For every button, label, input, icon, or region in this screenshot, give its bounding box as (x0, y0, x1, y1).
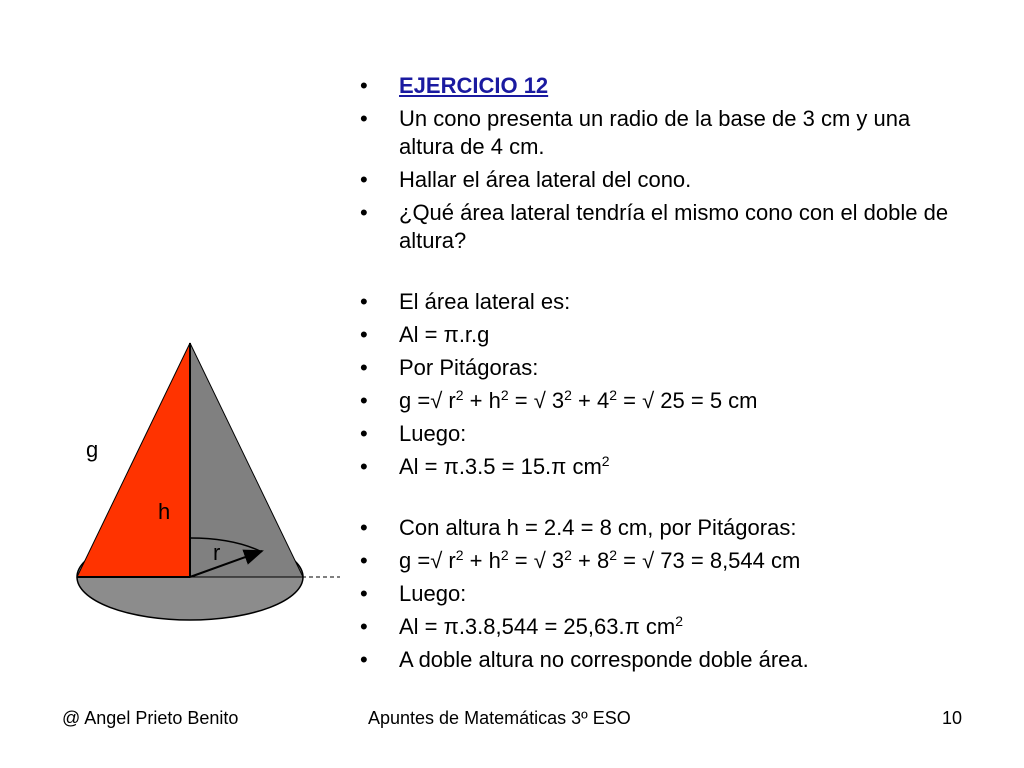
text-run: Hallar el área lateral del cono. (399, 167, 692, 192)
footer-author: @ Angel Prieto Benito (62, 708, 239, 728)
bullet-item (360, 613, 960, 641)
text-run: Al = π.3.5 = 15.π cm (399, 454, 602, 479)
bullet-text (399, 355, 538, 380)
bullet-dot: • (360, 106, 368, 131)
text-run: A doble altura no corresponde doble área. (399, 647, 809, 672)
bullet-text (399, 421, 466, 446)
bullet-dot: • (360, 515, 368, 540)
superscript: 2 (564, 387, 572, 403)
superscript: 2 (455, 547, 464, 563)
bullet-dot: • (360, 581, 368, 606)
bullet-text (399, 200, 948, 253)
text-run: Al = π.r.g (399, 322, 490, 347)
text-run: + 8 (571, 548, 610, 573)
superscript: 2 (500, 547, 509, 563)
title-item (360, 72, 960, 100)
bullet-item (360, 288, 960, 316)
bullet-dot: • (360, 454, 368, 479)
text-run: + h (463, 548, 501, 573)
text-run: Por Pitágoras: (399, 355, 539, 380)
superscript: 2 (500, 387, 509, 403)
bullet-dot: • (360, 614, 368, 639)
bullet-text (399, 614, 683, 639)
bullet-item (360, 646, 960, 674)
bullet-item (360, 514, 960, 542)
bullet-dot: • (360, 421, 368, 446)
superscript: 2 (675, 613, 683, 629)
text-run: + h (463, 388, 501, 413)
bullet-dot: • (360, 73, 368, 98)
text-run: Luego: (399, 421, 467, 446)
bullet-text (399, 548, 800, 573)
bullet-item (360, 580, 960, 608)
superscript: 2 (564, 547, 572, 563)
cone-lateral-surface (190, 343, 303, 577)
bullet-item (360, 547, 960, 575)
text-run: g =√ r (399, 548, 456, 573)
text-run: ¿Qué área lateral tendría el mismo cono con el doble de altura? (399, 200, 949, 253)
superscript: 2 (609, 387, 618, 403)
footer-course-title: Apuntes de Matemáticas 3º ESO (368, 708, 631, 728)
text-run: g =√ r (399, 388, 456, 413)
bullet-item (360, 387, 960, 415)
text-run: El área lateral es: (399, 289, 571, 314)
superscript: 2 (601, 453, 610, 469)
bullet-item (360, 321, 960, 349)
text-run: = √ 3 (508, 388, 565, 413)
bullet-dot: • (360, 647, 368, 672)
superscript: 2 (609, 547, 618, 563)
bullet-dot: • (360, 355, 368, 380)
bullet-text (399, 289, 570, 314)
bullet-text (399, 581, 466, 606)
text-run: Un cono presenta un radio de la base de 3 cm y una altura de 4 cm. (399, 106, 911, 159)
text-run: Al = π.3.8,544 = 25,63.π cm (399, 614, 676, 639)
bullet-item (360, 166, 960, 194)
bullet-item (360, 354, 960, 382)
bullet-text (399, 515, 796, 540)
bullet-item (360, 420, 960, 448)
bullet-item (360, 453, 960, 481)
text-run: Con altura h = 2.4 = 8 cm, por Pitágoras: (399, 515, 797, 540)
bullet-dot: • (360, 322, 368, 347)
bullet-text (399, 167, 691, 192)
text-run: = √ 25 = 5 cm (617, 388, 758, 413)
bullet-dot: • (360, 200, 368, 225)
bullet-dot: • (360, 289, 368, 314)
bullet-text (399, 388, 758, 413)
text-run: Luego: (399, 581, 467, 606)
bullet-text (399, 322, 489, 347)
bullet-dot: • (360, 548, 368, 573)
label-g: g (86, 437, 99, 462)
bullet-text (399, 454, 610, 479)
exercise-title: EJERCICIO 12 (399, 73, 549, 98)
bullet-dot: • (360, 167, 368, 192)
bullet-item (360, 199, 960, 255)
text-run: + 4 (571, 388, 610, 413)
page-number: 10 (942, 708, 963, 728)
text-run: = √ 73 = 8,544 cm (617, 548, 801, 573)
bullet-item (360, 105, 960, 161)
text-run: = √ 3 (508, 548, 565, 573)
label-h: h (158, 499, 171, 524)
bullet-dot: • (360, 388, 368, 413)
cone-diagram (0, 0, 360, 640)
superscript: 2 (455, 387, 464, 403)
exercise-bullet-list (360, 72, 960, 679)
bullet-text (399, 106, 910, 159)
label-r: r (213, 540, 221, 565)
bullet-text (399, 647, 809, 672)
